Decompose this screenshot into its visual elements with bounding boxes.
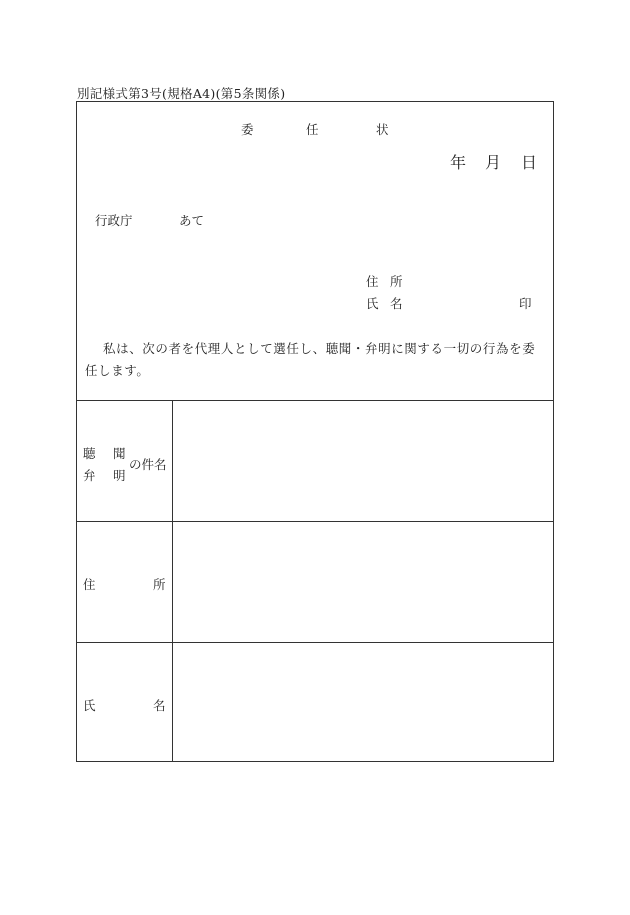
addressee-agency: 行政庁 xyxy=(95,213,133,228)
row1-label-bottom-left: 弁 xyxy=(83,468,96,483)
row2-label-right: 所 xyxy=(153,577,166,592)
date-month: 月 xyxy=(485,153,502,172)
proxy-form-frame xyxy=(76,101,554,762)
title-char-3: 状 xyxy=(376,122,389,137)
row-separator-1 xyxy=(77,521,553,522)
agent-address-field[interactable] xyxy=(174,523,552,641)
principal-address-char-2: 所 xyxy=(390,274,403,289)
form-label: 別記様式第3号(規格A4)(第5条関係) xyxy=(77,86,286,101)
row3-label-left: 氏 xyxy=(83,698,96,713)
row-separator-2 xyxy=(77,642,553,643)
row1-label-top-right: 聞 xyxy=(113,446,126,461)
column-separator xyxy=(172,400,173,762)
principal-name-char-1: 氏 xyxy=(366,296,379,311)
row2-label-left: 住 xyxy=(83,577,96,592)
delegation-statement: 私は、次の者を代理人として選任し、聴聞・弁明に関する一切の行為を委任します。 xyxy=(85,341,536,378)
title-char-1: 委 xyxy=(241,122,254,137)
row3-label-right: 名 xyxy=(153,698,166,713)
row1-label-suffix: の件名 xyxy=(129,457,167,472)
date-year: 年 xyxy=(450,153,467,172)
table-top-border xyxy=(77,400,553,401)
principal-address-char-1: 住 xyxy=(366,274,379,289)
title-char-2: 任 xyxy=(306,122,319,137)
date-day: 日 xyxy=(521,153,538,172)
row1-label-bottom-right: 明 xyxy=(113,468,126,483)
row1-label-top-left: 聴 xyxy=(83,446,96,461)
hearing-case-name-field[interactable] xyxy=(174,402,552,520)
principal-name-char-2: 名 xyxy=(390,296,403,311)
seal-mark: 印 xyxy=(519,296,532,311)
addressee-suffix: あて xyxy=(179,213,205,228)
agent-name-field[interactable] xyxy=(174,644,552,761)
